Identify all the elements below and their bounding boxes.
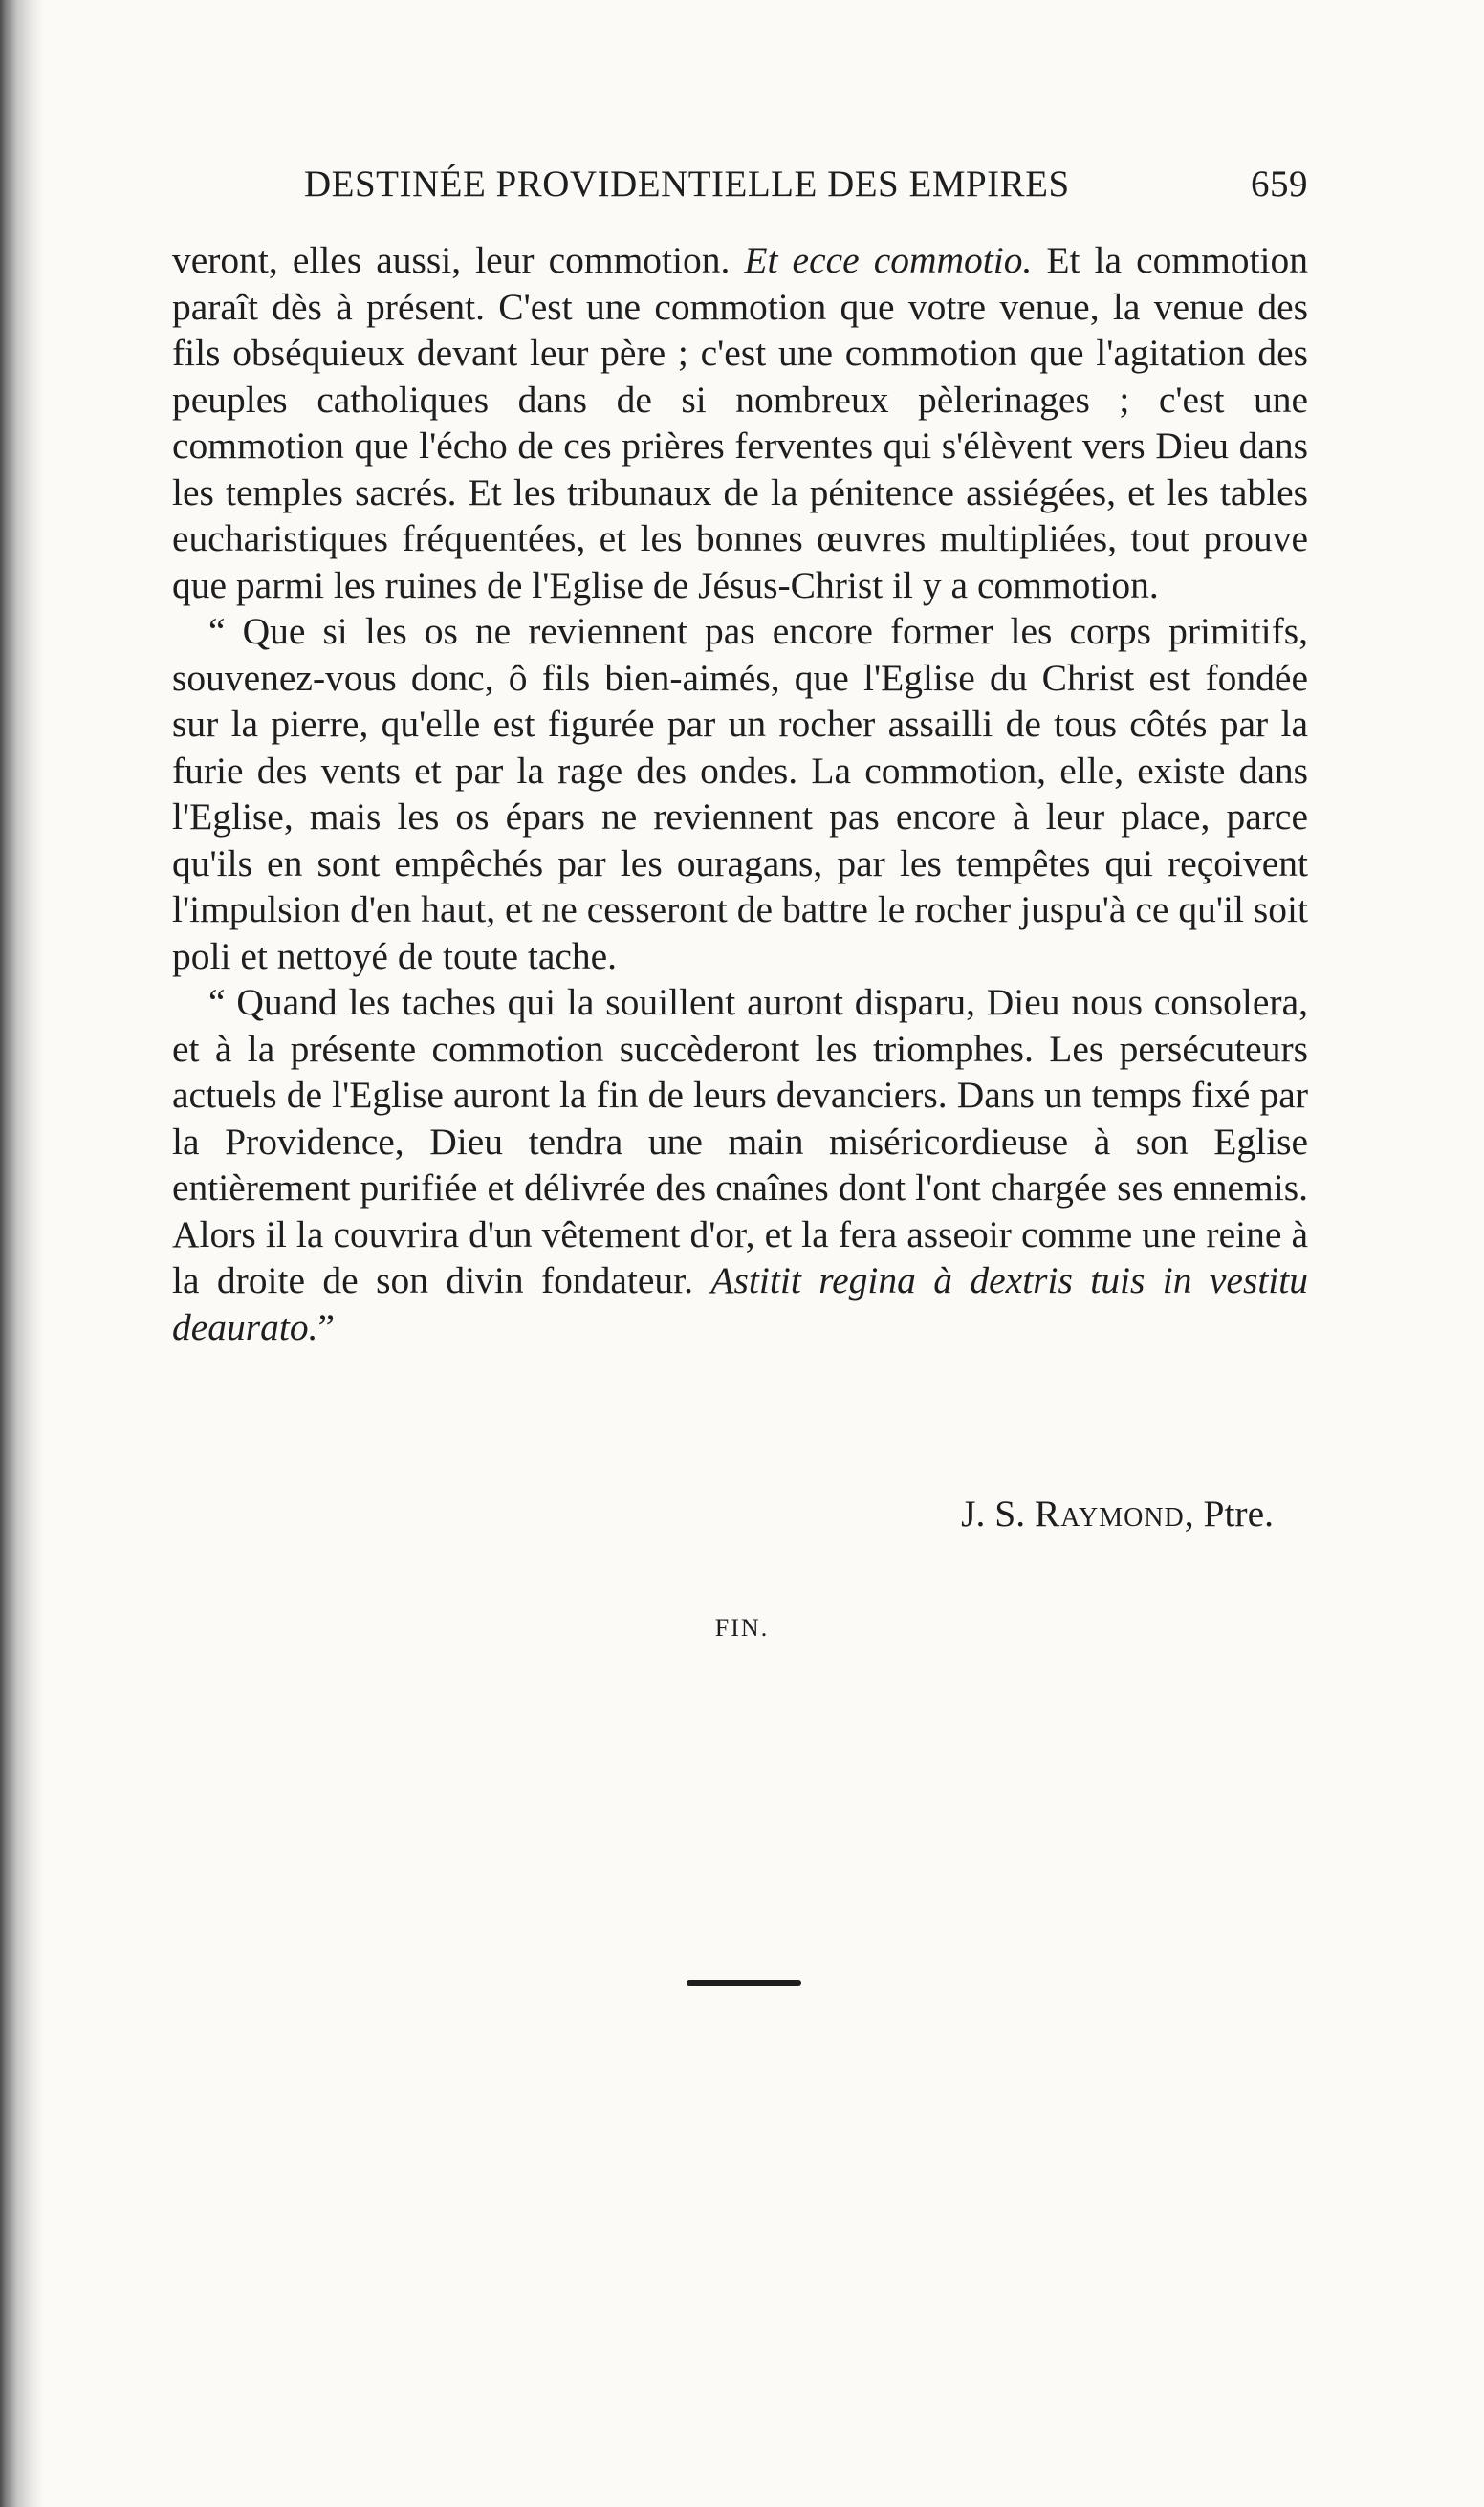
paragraph-1-latin: Et ecce commotio. xyxy=(744,239,1033,281)
signature-initials: J. S. xyxy=(961,1493,1035,1535)
paragraph-3 xyxy=(172,979,1308,1350)
running-header xyxy=(304,163,1308,220)
paragraph-1 xyxy=(172,237,1308,608)
paragraph-3-close-quote: ” xyxy=(317,1305,336,1348)
signature-title: , Ptre. xyxy=(1184,1493,1274,1535)
paragraph-1-text: veront, elles aussi, leur commotion. xyxy=(172,239,745,281)
paragraph-1-text-cont: Et la commotion paraît dès à présent. C'est une commotion que votre venue, la venue des fils obséquieux devant leur père ; c'est une commotion que l'agitation des peuples catholiques dans de si nombreux pèlerinages ; c'est une commotion que l'écho de ces prières ferventes qui s'élèvent vers Dieu dans les temples sacrés. Et les tribunaux de la pénitence assiégées, et les tables eucharistiques fréquentées, et les bonnes œuvres multipliées, tout prouve que parmi les ruines de l'Eglise de Jésus-Christ il y a commotion. xyxy=(172,239,1309,606)
closing-rule xyxy=(687,1980,801,1986)
paragraph-3-latin: Astitit regina à dextris tuis in vestitu deaurato. xyxy=(172,1259,1308,1348)
paragraph-2 xyxy=(172,608,1308,979)
signature xyxy=(961,1492,1274,1536)
paragraph-3-text: “ Quand les taches qui la souillent auront disparu, Dieu nous consolera, et à la présente commotion succèderont les triomphes. Les persécuteurs actuels de l'Eglise auront la fin de leurs devanciers. Dans un temps fixé par la Providence, Dieu tendra une main miséricordieuse à son Eglise entièrement purifiée et délivrée des cnaînes dont l'ont chargée ses ennemis. Alors il la couvrira d'un vêtement d'or, et la fera asseoir comme une reine à la droite de son divin fondateur. xyxy=(172,981,1308,1301)
page-number: 659 xyxy=(1251,164,1308,205)
signature-surname: Raymond xyxy=(1034,1493,1185,1535)
body-text xyxy=(172,237,1308,1350)
paragraph-2-text: “ Que si les os ne reviennent pas encore former les corps primitifs, souvenez-vous donc, ô fils bien-aimés, que l'Eglise du Christ est fondée sur la pierre, qu'elle est figurée par un rocher assailli de tous côtés par la furie des vents et par la rage des ondes. La commotion, elle, existe dans l'Eglise, mais les os épars ne reviennent pas encore à leur place, parce qu'ils en sont empêchés par les ouragans, par les tempêtes qui reçoivent l'impulsion d'en haut, et ne cesseront de battre le rocher juspu'à ce qu'il soit poli et nettoyé de toute tache. xyxy=(172,610,1308,977)
running-title: DESTINÉE PROVIDENTIELLE DES EMPIRES xyxy=(304,164,1070,205)
end-mark: FIN. xyxy=(714,1614,770,1642)
